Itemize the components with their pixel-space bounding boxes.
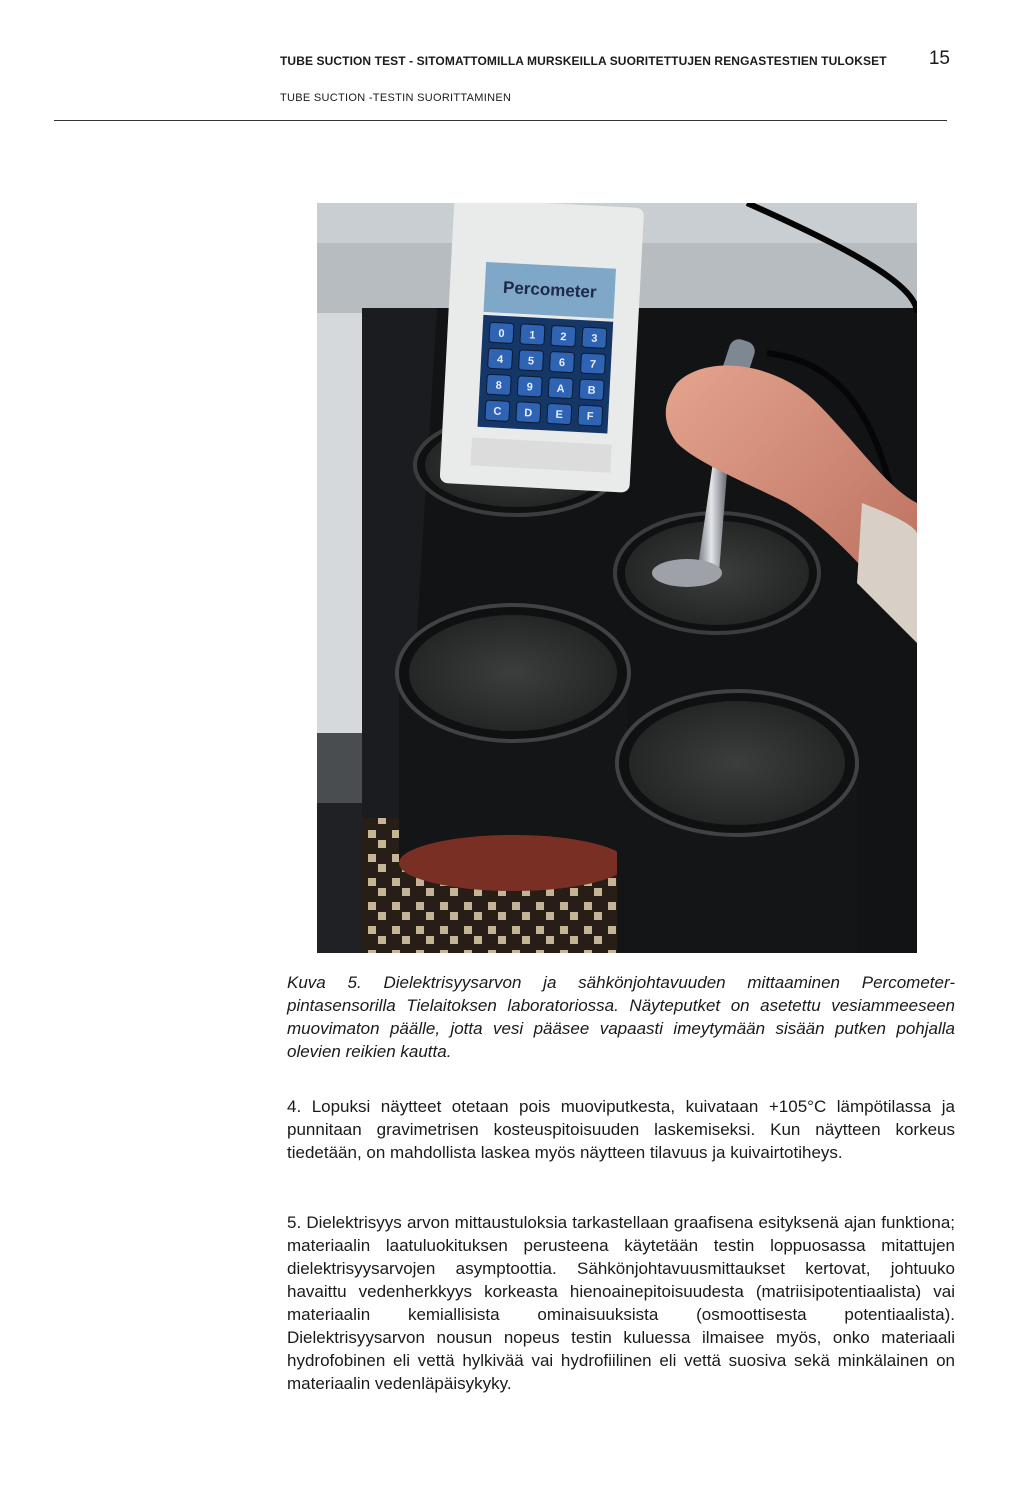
keypad-key-label: F	[586, 410, 594, 423]
running-title: TUBE SUCTION TEST - SITOMATTOMILLA MURSKEILLA SUORITETTUJEN RENGASTESTIEN TULOKSET	[280, 54, 887, 68]
header-divider	[54, 120, 947, 121]
keypad-key-label: 0	[498, 327, 505, 341]
section-subtitle: TUBE SUCTION -TESTIN SUORITTAMINEN	[280, 92, 512, 104]
figure-caption: Kuva 5. Dielektrisyysarvon ja sähkönjohtavuuden mittaaminen Percometer-pintasensorilla Tielaitoksen laboratoriossa. Näyteputket on asetettu vesiammeeseen muovimaton päälle, jotta vesi pääsee vapaasti imeytymään sisään putken pohjalla olevien reikien kautta.	[287, 973, 955, 1061]
keypad-key-label: C	[493, 405, 502, 418]
paragraph-step-4: 4. Lopuksi näytteet otetaan pois muoviputkesta, kuivataan +105°C lämpötilassa ja punnitaan gravimetrisen kosteuspitoisuuden laskemiseksi. Kun näytteen korkeus tiedetään, on mahdollista laskea myös näytteen tilavuus ja kuivairtotiheys.	[287, 1097, 955, 1162]
keypad-key-label: 5	[527, 355, 535, 368]
keypad-key-label: 4	[496, 353, 504, 366]
keypad-key-label: 1	[529, 329, 536, 342]
page-number: 15	[928, 48, 950, 69]
sample-tube-bottom-right	[617, 691, 857, 953]
keypad-key-label: A	[556, 382, 565, 396]
keypad-key-label: 9	[526, 381, 534, 394]
percometer-measurement-photo	[317, 203, 917, 953]
keypad-key-label: B	[587, 384, 596, 397]
keypad-key-label: 7	[589, 358, 597, 371]
keypad-key-label: 6	[558, 356, 566, 370]
device-brand-label: Percometer	[502, 277, 598, 302]
keypad-key-label: 2	[559, 330, 567, 344]
keypad-key-label: 3	[590, 332, 598, 345]
keypad-key-label: D	[524, 407, 533, 420]
sample-tube-bottom-left	[397, 605, 629, 891]
figure-photo	[317, 203, 917, 953]
paragraph-step-5: 5. Dielektrisyys arvon mittaustuloksia tarkastellaan graafisena esityksenä ajan funktiona; materiaalin laatuluokituksen perusteena käytetään testin loppuosassa mitattujen dielektrisyysarvojen asymptoottia. Sähkönjohtavuusmittaukset kertovat, johtuuko havaittu vedenherkkyys korkeasta hienoainepitoisuudesta (matriisipotentiaalista) vai materiaalin kemiallisista ominaisuuksista (osmoottisesta potentiaalista). Dielektrisyysarvon nousun nopeus testin kuluessa ilmaisee myös, onko materiaali hydrofobinen eli vettä hylkivää vai hydrofiilinen eli vettä suosiva sekä minkälainen on materiaalin vedenläpäisykyky.	[287, 1213, 955, 1393]
percometer-device	[440, 203, 645, 493]
keypad-key-label: 8	[495, 379, 503, 392]
keypad-key-label: E	[555, 408, 564, 422]
